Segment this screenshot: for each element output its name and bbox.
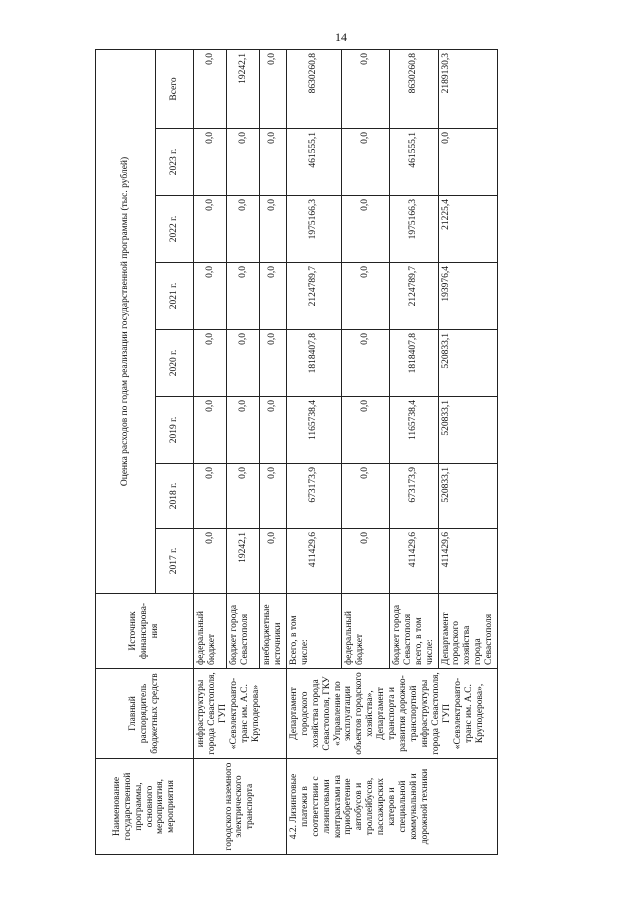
value-cell: 0,0 (227, 397, 260, 464)
measure-name-cell: 4.2. Лизинговые платежи в соответствии с лизинговыми контрактами на приобретение автобусов и троллейбусов, пассажирских катеров и специальной коммунальной и дорожной техники (286, 759, 497, 855)
value-cell: 0,0 (341, 529, 389, 594)
header-distributor: Главный распорядитель бюджетных средств (96, 669, 194, 759)
total-cell: 8630260,8 (389, 49, 438, 128)
value-cell: 0,0 (260, 397, 287, 464)
table-rotation-wrapper (95, 52, 495, 855)
source-cell: внебюджетные источники (260, 594, 287, 669)
value-cell: 0,0 (341, 464, 389, 529)
source-cell: федеральный бюджет (341, 594, 389, 669)
value-cell: 520833,1 (438, 464, 498, 529)
value-cell: 461555,1 (389, 129, 438, 196)
value-cell: 1975166,3 (286, 196, 341, 263)
value-cell: 0,0 (227, 129, 260, 196)
value-cell: 0,0 (227, 464, 260, 529)
value-cell: 0,0 (438, 129, 498, 196)
value-cell: 0,0 (194, 397, 227, 464)
header-year: 2017 г. (156, 529, 194, 594)
source-cell: Всего, в том числе: (286, 594, 341, 669)
header-year: 2023 г. (156, 129, 194, 196)
value-cell: 0,0 (260, 129, 287, 196)
value-cell: 0,0 (194, 529, 227, 594)
total-cell: 0,0 (341, 49, 389, 128)
table-row (286, 49, 341, 854)
value-cell: 1165738,4 (286, 397, 341, 464)
value-cell: 21225,4 (438, 196, 498, 263)
value-cell: 520833,1 (438, 330, 498, 397)
value-cell: 0,0 (194, 330, 227, 397)
value-cell: 193976,4 (438, 263, 498, 330)
header-source: Источник финансирова-ния (96, 594, 194, 669)
header-year: 2020 г. (156, 330, 194, 397)
value-cell: 0,0 (341, 196, 389, 263)
value-cell: 0,0 (194, 129, 227, 196)
header-row-1 (96, 49, 156, 854)
value-cell: 411429,6 (438, 529, 498, 594)
value-cell: 0,0 (341, 263, 389, 330)
total-cell: 8630260,8 (286, 49, 341, 128)
value-cell: 0,0 (260, 529, 287, 594)
value-cell: 0,0 (260, 263, 287, 330)
source-cell: федеральный бюджет (194, 594, 227, 669)
value-cell: 673173,9 (389, 464, 438, 529)
value-cell: 1165738,4 (389, 397, 438, 464)
budget-table (95, 49, 498, 855)
header-program-name: Наименование государственной программы, основного мероприятия, мероприятия (96, 759, 194, 855)
value-cell: 411429,6 (389, 529, 438, 594)
value-cell: 0,0 (194, 196, 227, 263)
value-cell: 0,0 (260, 196, 287, 263)
header-year: 2022 г. (156, 196, 194, 263)
value-cell: 0,0 (341, 330, 389, 397)
rotated-table-area (95, 52, 495, 855)
total-cell: 0,0 (260, 49, 287, 128)
value-cell: 2124789,7 (286, 263, 341, 330)
value-cell: 0,0 (194, 464, 227, 529)
header-year: 2021 г. (156, 263, 194, 330)
table-row (194, 49, 227, 854)
header-year: 2019 г. (156, 397, 194, 464)
header-expense-estimate: Оценка расходов по годам реализации государственной программы (тыс. рублей) (96, 49, 156, 593)
value-cell: 520833,1 (438, 397, 498, 464)
value-cell: 0,0 (341, 129, 389, 196)
value-cell: 19242,1 (227, 529, 260, 594)
source-cell: бюджет города Севастополя всего, в том числе: (389, 594, 438, 669)
value-cell: 0,0 (227, 330, 260, 397)
value-cell: 411429,6 (286, 529, 341, 594)
total-cell: 19242,1 (227, 49, 260, 128)
value-cell: 1975166,3 (389, 196, 438, 263)
value-cell: 461555,1 (286, 129, 341, 196)
source-cell: Департамент городского хозяйства города Севастополя (438, 594, 498, 669)
value-cell: 0,0 (341, 397, 389, 464)
value-cell: 0,0 (227, 196, 260, 263)
value-cell: 2124789,7 (389, 263, 438, 330)
header-total: Всего (156, 49, 194, 128)
value-cell: 673173,9 (286, 464, 341, 529)
value-cell: 0,0 (227, 263, 260, 330)
header-year: 2018 г. (156, 464, 194, 529)
value-cell: 0,0 (260, 464, 287, 529)
distributor-cell: инфраструктуры города Севастополя, ГУП «Севэлектроавто-транс им. А.С. Круподерова» (194, 669, 287, 759)
value-cell: 0,0 (194, 263, 227, 330)
measure-name-cell: городского наземного электрического транспорта (194, 759, 287, 855)
distributor-cell: Департамент городского хозяйства города Севастополя, ГКУ «Управление по эксплуатации объектов городского хозяйства», Департамент транспорта и развития дорожно-транспортной инфраструктуры города Севастополя, ГУП «Севэлектроавто-транс им. А.С. Круподерова», (286, 669, 497, 759)
value-cell: 1818407,8 (286, 330, 341, 397)
source-cell: бюджет города Севастополя (227, 594, 260, 669)
value-cell: 1818407,8 (389, 330, 438, 397)
total-cell: 0,0 (194, 49, 227, 128)
page-number: 14 (335, 30, 347, 44)
value-cell: 0,0 (260, 330, 287, 397)
total-cell: 2189130,3 (438, 49, 498, 128)
